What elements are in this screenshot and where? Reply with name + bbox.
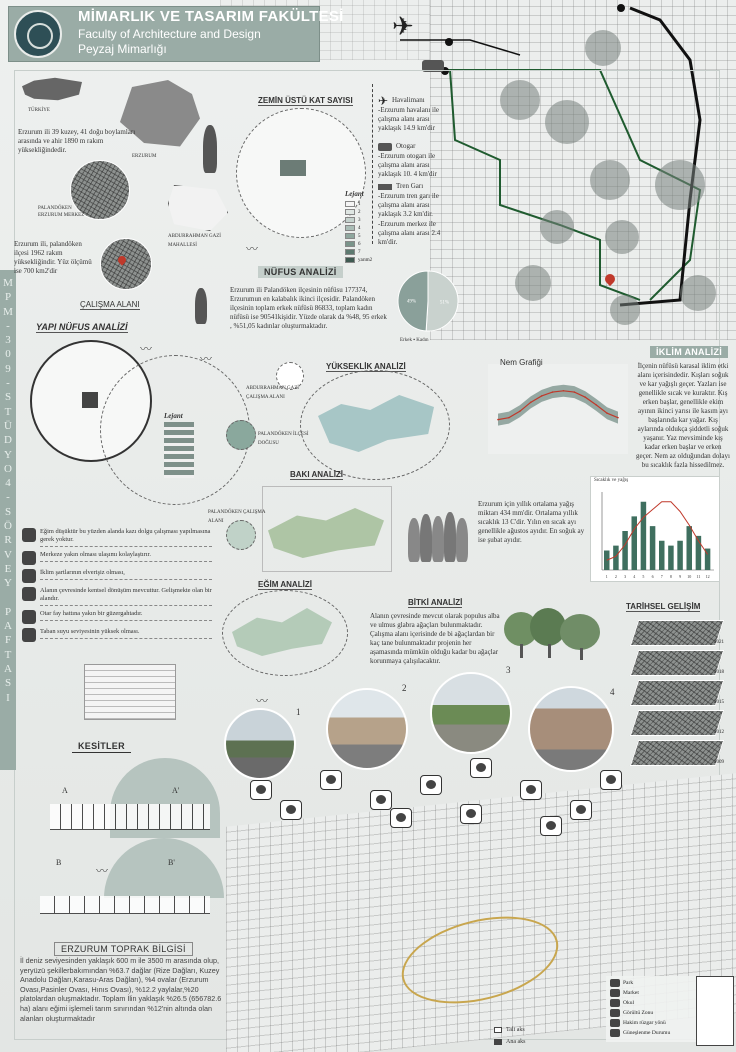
zemin-legend-row	[345, 200, 375, 208]
axis-minor-label: Tali aks	[506, 1027, 525, 1033]
label-palandoken: PALANDÖKEN	[38, 206, 72, 211]
history-year: 2018	[714, 670, 724, 675]
map-legend-icon	[610, 1019, 620, 1027]
bird-icon: 〰	[256, 694, 269, 708]
precipitation-bar	[650, 526, 656, 570]
section-b2-label: B'	[168, 858, 175, 867]
humidity-point	[508, 417, 510, 419]
humidity-point	[530, 402, 532, 404]
photo-number-4: 4	[610, 687, 615, 697]
precipitation-bar	[622, 531, 628, 570]
humidity-point	[617, 417, 619, 419]
zemin-legend-swatch	[345, 241, 355, 247]
school-marker-icon	[520, 780, 542, 800]
zemin-legend-swatch	[345, 225, 355, 231]
elevation-title: YÜKSEKLİK ANALİZİ	[326, 362, 406, 371]
note-text: Eğim düşüktür bu yüzden alanda kazı dolgu çalışması yapılmasına gerek yoktur.	[40, 528, 212, 547]
park-marker-icon	[420, 775, 442, 795]
humidity-title: Nem Grafiği	[500, 358, 543, 367]
map-legend-label: Görültü Zonu	[623, 1010, 654, 1016]
humidity-point	[574, 391, 576, 393]
side-title-letter: 4	[5, 477, 11, 490]
history-year: 2021	[714, 640, 724, 645]
train-small-icon	[378, 184, 392, 190]
note-icon	[22, 610, 36, 624]
aspect-title: BAKI ANALİZİ	[290, 470, 344, 479]
precipitation-bar	[613, 546, 619, 570]
population-title: NÜFUS ANALİZİ	[258, 266, 343, 278]
precipitation-bar	[687, 526, 693, 570]
title-block	[696, 976, 734, 1046]
humidity-chart	[490, 370, 626, 450]
temperature-series-line	[607, 502, 708, 561]
slope-title: EĞİM ANALİZİ	[258, 580, 312, 589]
x-tick-label: 9	[679, 574, 682, 579]
map-legend-row	[610, 978, 700, 988]
crowd-marker	[585, 30, 621, 66]
market-marker-icon	[320, 770, 342, 790]
humidity-point	[552, 391, 554, 393]
section-a-label: A	[62, 786, 68, 795]
section-b-label: B	[56, 858, 62, 867]
x-tick-label: 3	[624, 574, 627, 579]
route-dot-top	[617, 4, 625, 12]
history-stack	[634, 620, 730, 770]
bird-icon: 〰	[96, 864, 109, 878]
zemin-legend-swatch	[345, 257, 355, 263]
aspect-label-palandoken: PALANDÖKEN ÇALIŞMA ALANI	[208, 510, 266, 524]
bus-text: -Erzurum otogarı ile çalışma alanı arası yaklaşık 10. 4 km'dir	[378, 152, 437, 178]
x-tick-label: 5	[642, 574, 645, 579]
map-legend-items	[610, 978, 700, 1038]
history-image	[630, 680, 724, 706]
person-silhouette	[456, 518, 468, 562]
map-legend-icon	[610, 1009, 620, 1017]
population-pie-chart	[395, 268, 461, 334]
map-legend-icon	[610, 989, 620, 997]
axon-model	[84, 664, 176, 720]
sections-title: KESİTLER	[72, 740, 131, 753]
map-legend-row	[610, 998, 700, 1008]
structure-legend-title: Lejant	[164, 412, 183, 420]
pie-slice-label: 49%	[406, 299, 417, 305]
side-title-letter: Ö	[4, 520, 12, 533]
person-silhouette	[408, 518, 420, 562]
side-title-letter: A	[4, 620, 12, 633]
map-legend-row	[610, 1028, 700, 1038]
x-tick-label: 1	[605, 574, 608, 579]
zemin-legend-swatch	[345, 249, 355, 255]
map-legend-icon	[610, 979, 620, 987]
zemin-legend-row	[345, 216, 375, 224]
tree-canopy	[560, 614, 600, 650]
airport-text: -Erzurum havalanı ile çalışma alanı arası yaklaşık 14.9 km'dir	[378, 106, 440, 132]
label-abdurrahman: ABDURRAHMAN GAZİ MAHALLESİ	[168, 234, 221, 248]
university-logo	[14, 10, 62, 58]
label-erzurum-merkez: ERZURUM MERKEZ	[38, 213, 85, 218]
zemin-legend-row	[345, 256, 375, 264]
side-title-letter: E	[4, 562, 12, 575]
x-tick-label: 10	[687, 574, 692, 579]
map-legend-row	[610, 1008, 700, 1018]
note-icon	[22, 587, 36, 601]
note-text: Merkeze yakın olması ulaşımı kolaylaştırır.	[40, 551, 212, 562]
note-item	[22, 551, 212, 565]
side-title-letter: V	[4, 548, 12, 561]
zemin-legend-label: 4	[358, 225, 361, 231]
study-area-label: ÇALIŞMA ALANI	[80, 300, 140, 309]
humidity-point	[584, 396, 586, 398]
axis-major-label: Ana aks	[506, 1039, 526, 1045]
legend-male: Erkek	[400, 338, 412, 343]
note-item	[22, 628, 212, 642]
map-legend-icon	[610, 1029, 620, 1037]
note-item	[22, 610, 212, 624]
section-b-drawing	[40, 896, 210, 914]
photographer-silhouette	[195, 288, 207, 324]
side-title-letter: Ü	[4, 419, 12, 432]
zemin-legend-row	[345, 224, 375, 232]
side-title-letter: F	[4, 634, 12, 647]
side-title-letter: -	[6, 491, 10, 504]
note-item	[22, 569, 212, 583]
humidity-point	[519, 410, 521, 412]
side-title-letter: I	[6, 691, 10, 704]
park-marker-icon	[570, 800, 592, 820]
side-title	[1, 276, 15, 705]
photo-number-1: 1	[296, 707, 301, 717]
x-tick-label: 8	[669, 574, 672, 579]
side-title-letter: S	[4, 677, 12, 690]
history-image	[630, 710, 724, 736]
train-title: Tren Garı	[396, 182, 424, 190]
history-year: 2009	[714, 760, 724, 765]
trees-image	[504, 608, 604, 660]
structure-legend	[164, 422, 194, 478]
zemin-legend-label: yarım2	[358, 257, 373, 263]
school-marker-icon	[460, 804, 482, 824]
section-a2-label: A'	[172, 786, 180, 795]
map-legend-row	[610, 988, 700, 998]
center-text: -Erzurum merkez ile çalışma alanı arası 2.4 km'dir.	[378, 220, 441, 246]
top-corner-building-image	[676, 0, 736, 50]
note-icon	[22, 551, 36, 565]
note-icon	[22, 628, 36, 642]
person-silhouette	[203, 125, 217, 173]
zemin-legend-label: 5	[358, 233, 361, 239]
side-title-letter: -	[6, 377, 10, 390]
map-legend-icon	[610, 999, 620, 1007]
note-item	[22, 528, 212, 547]
map-legend-label: Market	[623, 990, 639, 996]
side-title-letter: P	[4, 291, 12, 304]
airplane-small-icon: ✈	[378, 94, 389, 108]
x-tick-label: 12	[705, 574, 710, 579]
notes-list	[22, 528, 212, 646]
plants-title: BİTKİ ANALİZİ	[408, 598, 463, 607]
zemin-legend-label: 1	[358, 201, 361, 207]
bird-icon: 〰	[140, 342, 153, 356]
side-title-letter: R	[4, 534, 12, 547]
x-tick-label: 2	[614, 574, 617, 579]
bird-icon: 〰	[200, 352, 213, 366]
zemin-legend-swatch	[345, 217, 355, 223]
note-icon	[22, 528, 36, 542]
precipitation-bar	[632, 516, 638, 570]
side-title-letter: S	[4, 505, 12, 518]
site-photo-3	[430, 672, 512, 754]
temperature-chart-title: Sıcaklık ve yağış	[594, 478, 629, 483]
zemin-legend-label: 7	[358, 249, 361, 255]
label-turkey: TÜRKİYE	[28, 108, 50, 113]
x-tick-label: 4	[633, 574, 636, 579]
note-text: İklim şartlarının elverişiz olması,	[40, 569, 212, 580]
side-title-letter: D	[4, 434, 12, 447]
palandoken-text: Erzurum ili, palandöken ilçesi 1962 rakım yüksekliğindir. Yüz ölçümü ise 700 km2'dir	[14, 240, 92, 275]
elevation-label-palandoken: PALANDÖKEN İLÇESİ DOĞUSU	[258, 432, 309, 446]
zemin-legend-label: 6	[358, 241, 361, 247]
study-area-photo-circle	[100, 238, 152, 290]
zemin-legend-swatch	[345, 209, 355, 215]
side-title-letter: Y	[4, 448, 12, 461]
side-title-letter: T	[4, 648, 12, 661]
route-dot-airport	[445, 38, 453, 46]
faculty-subtitle: Faculty of Architecture and Design	[78, 27, 261, 41]
zemin-title: ZEMİN ÜSTÜ KAT SAYISI	[258, 96, 353, 105]
note-text: Taban suyu seviyesinin yüksek olması.	[40, 628, 212, 639]
market-marker-icon	[470, 758, 492, 778]
structure-map-block	[82, 392, 98, 408]
x-tick-label: 11	[696, 574, 701, 579]
train-text: -Erzurum tren garı ile çalışma alanı arası yaklaşık 3.2 km'dir.	[378, 192, 439, 218]
person-silhouette	[444, 512, 456, 562]
side-title-letter: 0	[5, 348, 11, 361]
history-image	[630, 620, 724, 646]
school-marker-icon	[370, 790, 392, 810]
side-title-letter: 3	[5, 334, 11, 347]
market-marker-icon	[540, 816, 562, 836]
zemin-legend-row	[345, 208, 375, 216]
side-title-letter: Y	[4, 577, 12, 590]
map-legend-label: Okul	[623, 1000, 634, 1006]
map-legend-row	[610, 1018, 700, 1028]
humidity-point	[541, 395, 543, 397]
zemin-legend-title: Lejant	[345, 190, 364, 198]
history-year: 2015	[714, 700, 724, 705]
tree-trunk	[520, 644, 523, 658]
person-silhouette	[420, 514, 432, 562]
axis-major-swatch	[494, 1039, 502, 1045]
zemin-legend-label: 3	[358, 217, 361, 223]
market-marker-icon	[600, 770, 622, 790]
label-erzurum: ERZURUM	[132, 154, 157, 159]
side-title-letter: P	[4, 605, 12, 618]
soil-title: ERZURUM TOPRAK BİLGİSİ	[54, 942, 193, 956]
zemin-legend-swatch	[345, 233, 355, 239]
side-title-letter: -	[6, 319, 10, 332]
plants-text: Alanın çevresinde mevcut olarak populus alba ve ulmus glabra ağaçları bulunmaktadır. Çalışma alanı içerisinde de bi ağaçlardan bir kaç tane bulunmaktadır projenin her aşamasında mümkün olduğu kadar bu ağaçlar korunmaya çalışılacaktır.	[370, 612, 500, 665]
map-legend-label: Güneşlenme Durumu	[623, 1030, 671, 1036]
humidity-point	[563, 390, 565, 392]
side-title-letter: A	[4, 663, 12, 676]
park-marker-icon	[250, 780, 272, 800]
zemin-legend-row	[345, 248, 375, 256]
location-text: Erzurum ili 39 kuzey, 41 doğu boylamları arasında ve ahir 1890 m rakım yüksekliğindedir.	[18, 128, 136, 154]
side-title-letter: T	[4, 405, 12, 418]
pie-legend: Erkek ▪ Kadın	[400, 338, 429, 343]
school-marker-icon	[280, 800, 302, 820]
history-title: TARİHSEL GELİŞİM	[626, 602, 701, 611]
note-item	[22, 587, 212, 606]
rainfall-text: Erzurum için yıllık ortalama yağış miktarı 434 mm'dir. Ortalama yıllık sıcaklık 13 C'dir. Yılın en sıcak ayı genellikle ağustos ayıdır. En soğuk ay ise şubat ayıdır.	[478, 500, 585, 544]
population-text: Erzurum ili Palandöken ilçesinin nüfüsu 177374, Erzurumun en kalabalık ikinci ilçesidir. Palandöken ilçesinin toplam erkek nüfüsü 86833, toplam kadın nüfüsü ise 90541kişidir. Yüzde olarak da %48, 95 erkek , %51,05 kadınlar oluşturmaktadır.	[230, 286, 387, 330]
note-text: Alanın çevresinde kentsel dönüşüm mevcuttur. Gelişmekte olan bir alandır.	[40, 587, 212, 606]
zemin-legend-row	[345, 240, 375, 248]
tree-trunk	[548, 644, 551, 658]
zemin-legend	[345, 200, 375, 264]
elevation-thumb	[226, 420, 256, 450]
site-photo-2	[326, 688, 408, 770]
precipitation-bar	[659, 541, 665, 570]
photo-number-3: 3	[506, 665, 511, 675]
x-tick-label: 6	[651, 574, 654, 579]
side-title-letter	[1, 591, 15, 605]
person-silhouette	[432, 516, 444, 562]
airport-title: Havalimanı	[392, 96, 425, 104]
pie-slice-label: 51%	[439, 300, 450, 306]
side-title-letter: O	[4, 462, 12, 475]
note-icon	[22, 569, 36, 583]
bird-icon: 〰	[246, 242, 259, 256]
tree-trunk	[580, 648, 583, 660]
precipitation-bar	[641, 502, 647, 570]
floor-map-block	[280, 160, 306, 176]
elevation-label-study: ABDURRAHMAN GAZİ ÇALIŞMA ALANI	[246, 386, 299, 400]
side-title-letter: M	[3, 277, 13, 289]
precipitation-bar	[668, 546, 674, 570]
people-silhouettes	[408, 512, 478, 564]
soil-text: İl deniz seviyesinden yaklaşık 600 m ile 3500 m arasında olup, yeryüzü şekillerbakımından %63.7 dağlar (Rize Dağları, Kuzey Anadolu Dağları,Karasu-Aras Dağları), %4 ovalar (Erzurum Ovası,Pasinler Ovası, Hınıs Ovası), %12.2 yaylalar,%20 platolardan oluşmaktadır. Toplam İlin yaklaşık %26.5 (656782.6 ha) alanı eğimi işlemeli tarım sınırından %12'nin altında olan alanları oluşturmaktadır	[20, 956, 222, 1023]
bus-small-icon	[378, 143, 392, 151]
legend-female: Kadın	[416, 338, 429, 343]
side-title-letter: S	[4, 391, 12, 404]
department-name: Peyzaj Mimarlığı	[78, 42, 167, 56]
humidity-point	[595, 404, 597, 406]
park-marker-icon	[390, 808, 412, 828]
axis-minor-swatch	[494, 1027, 502, 1033]
zemin-legend-swatch	[345, 201, 355, 207]
side-title-letter: M	[3, 305, 13, 318]
climate-title: İKLİM ANALİZİ	[650, 346, 728, 358]
bus-title: Otogar	[396, 142, 416, 150]
map-legend-label: Hakim rüzgar yönü	[623, 1020, 666, 1026]
note-text: Otar fay hattına yakın bir güzergahtadır.	[40, 610, 212, 621]
humidity-point	[606, 412, 608, 414]
history-image	[630, 650, 724, 676]
temperature-precipitation-chart	[594, 484, 716, 580]
zemin-legend-label: 2	[358, 209, 361, 215]
structure-title: YAPI NÜFUS ANALİZİ	[36, 322, 128, 332]
humidity-point	[497, 419, 499, 421]
airplane-icon: ✈	[392, 12, 414, 41]
history-year: 2012	[714, 730, 724, 735]
zemin-legend-row	[345, 232, 375, 240]
section-a-drawing	[50, 804, 210, 830]
precipitation-bar	[677, 541, 683, 570]
photo-number-2: 2	[402, 683, 407, 693]
faculty-title: MİMARLIK VE TASARIM FAKÜLTESİ	[78, 8, 344, 25]
climate-text: İlçenin nüfüsü karasal iklim etki alanı içerisindedir. Kışları soğuk ve kar yağışlı geçer. Yazları ise genellikle sıcak ve kuraktır. Kış erken başlar, genellikle ekim ayının ikinci yarısı ile kasım ayı başlarında kar yağar. Kış aylarında oldukça şiddetli soğuk yaşanır. Yaz mevsiminde kış kadar erken başlar ve erken geçer. Nem az olduğundan dolayı bu sıcaklık fazla hissedilmez.	[636, 362, 730, 469]
map-icon-row	[220, 760, 640, 850]
side-title-letter: 9	[5, 362, 11, 375]
map-legend-label: Park	[623, 980, 634, 986]
history-image	[630, 740, 724, 766]
x-tick-label: 7	[660, 574, 663, 579]
